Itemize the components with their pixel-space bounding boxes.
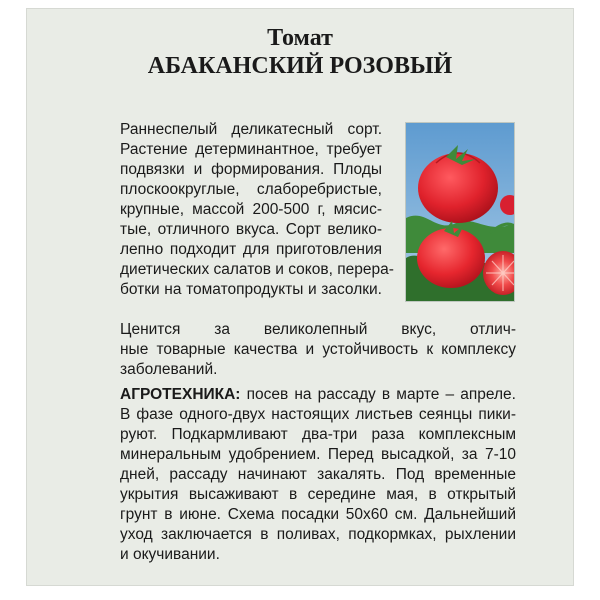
- agrotechnics-line: В фазе одного-двух настоящих листьев сеянцы пики-: [120, 406, 516, 423]
- agrotechnics-line: грунт в июне. Схема посадки 50х60 см. Дальнейший: [120, 506, 516, 523]
- agrotechnics-line: и окучивании.: [120, 546, 220, 563]
- description-line: диетических салатов и соков, перера-: [120, 261, 394, 278]
- description-tail-line: ные товарные качества и устойчивость к комплексу: [120, 341, 516, 358]
- description-line: крупные, массой 200-500 г, мясис-: [120, 201, 382, 218]
- seed-packet-card: [26, 8, 574, 586]
- description-line: тые, отличного вкуса. Сорт велико-: [120, 221, 382, 238]
- description-line: лепно подходит для приготовления: [120, 241, 382, 258]
- description-line: Растение детерминантное, требует: [120, 141, 382, 158]
- description-tail-line: Ценится за великолепный вкус, отлич-: [120, 321, 516, 338]
- agrotechnics-line: минеральным удобрением. Перед высадкой, за 7-10: [120, 446, 516, 463]
- agrotechnics-first-line-text: посев на рассаду в марте – апреле.: [240, 386, 516, 403]
- agrotechnics-heading: АГРОТЕХНИКА:: [120, 386, 241, 403]
- description-tail-line: заболеваний.: [120, 361, 218, 378]
- description-line: подвязки и формирования. Плоды: [120, 161, 382, 178]
- agrotechnics-section: [120, 385, 516, 565]
- description-tail: [120, 320, 516, 380]
- tomato-photo: [405, 122, 515, 302]
- agrotechnics-first-line: [120, 385, 516, 405]
- product-type-title: Томат: [267, 25, 333, 51]
- description-line: Раннеспелый деликатесный сорт.: [120, 121, 382, 138]
- agrotechnics-line: укрытия высаживают в середине мая, в открытый: [120, 486, 516, 503]
- description-line: плоскоокруглые, слаборебристые,: [120, 181, 382, 198]
- variety-name-title: АБАКАНСКИЙ РОЗОВЫЙ: [147, 53, 453, 79]
- agrotechnics-line: руют. Подкармливают два-три раза комплексным: [120, 426, 516, 443]
- agrotechnics-line: уход заключается в поливах, подкормках, рыхлении: [120, 526, 516, 543]
- agrotechnics-line: дней, рассаду начинают закалять. Под временные: [120, 466, 516, 483]
- description-paragraph: [120, 120, 394, 300]
- description-line: ботки на томатопродукты и засолки.: [120, 281, 382, 298]
